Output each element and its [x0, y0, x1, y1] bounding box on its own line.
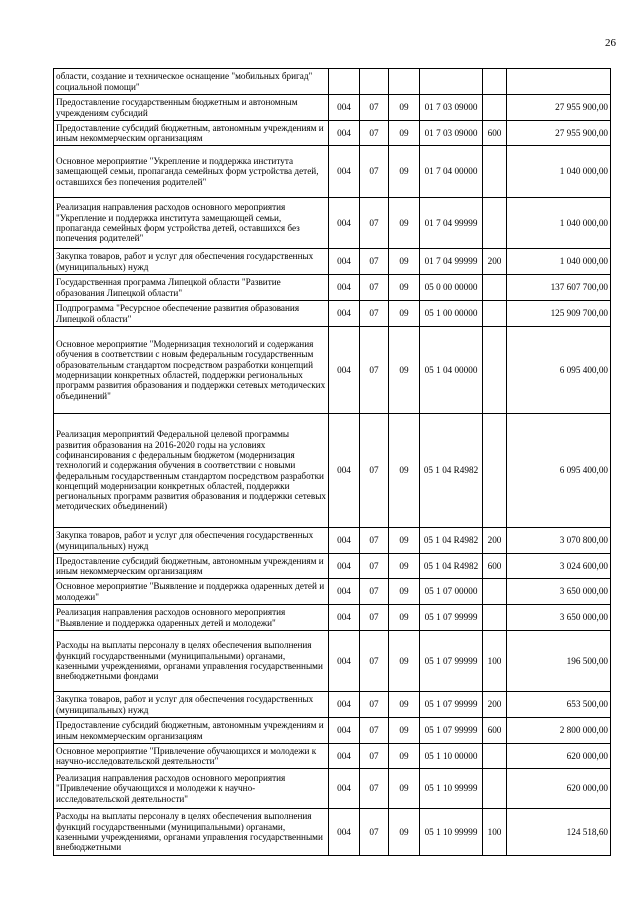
- section-code-cell: 07: [360, 528, 389, 554]
- subsection-code-cell: 09: [389, 146, 420, 198]
- expense-type-cell: [483, 69, 507, 95]
- table-row: [54, 146, 611, 198]
- amount-cell: 3 024 600,00: [507, 554, 611, 579]
- expense-name-cell: Реализация направления расходов основного мероприятия "Укрепление и поддержка института замещающей семьи, пропаганда семейных форм устройства детей, оставшихся без попечения родителей": [54, 198, 329, 249]
- amount-cell: 196 500,00: [507, 631, 611, 692]
- expense-type-cell: [483, 769, 507, 809]
- subsection-code-cell: 09: [389, 554, 420, 579]
- expense-type-cell: [483, 95, 507, 121]
- expense-type-cell: [483, 605, 507, 631]
- expense-type-cell: [483, 744, 507, 769]
- target-article-cell: 01 7 04 99999: [420, 198, 483, 249]
- page-number: 26: [605, 37, 616, 49]
- expense-type-cell: 600: [483, 718, 507, 744]
- amount-cell: [507, 69, 611, 95]
- expense-type-cell: 200: [483, 528, 507, 554]
- expense-name-cell: Предоставление субсидий бюджетным, автономным учреждениям и иным некоммерческим организациям: [54, 718, 329, 744]
- table-row: [54, 69, 611, 95]
- amount-cell: 27 955 900,00: [507, 95, 611, 121]
- amount-cell: 125 909 700,00: [507, 301, 611, 327]
- expense-type-cell: 600: [483, 554, 507, 579]
- expense-name-cell: Предоставление государственным бюджетным и автономным учреждениям субсидий: [54, 95, 329, 121]
- amount-cell: 620 000,00: [507, 744, 611, 769]
- amount-cell: 124 518,60: [507, 809, 611, 856]
- target-article-cell: 01 7 04 00000: [420, 146, 483, 198]
- subsection-code-cell: 09: [389, 327, 420, 414]
- expense-name-cell: Закупка товаров, работ и услуг для обеспечения государственных (муниципальных) нужд: [54, 692, 329, 718]
- section-code-cell: 07: [360, 579, 389, 605]
- expense-name-cell: Расходы на выплаты персоналу в целях обеспечения выполнения функций государственными (муниципальными) органами, казенными учреждениями, органами управления государственными внебюджетными: [54, 809, 329, 856]
- section-code-cell: 07: [360, 327, 389, 414]
- subsection-code-cell: 09: [389, 414, 420, 528]
- subsection-code-cell: 09: [389, 809, 420, 856]
- admin-code-cell: 004: [329, 275, 360, 301]
- target-article-cell: 05 1 10 99999: [420, 769, 483, 809]
- target-article-cell: 05 1 07 99999: [420, 631, 483, 692]
- section-code-cell: 07: [360, 744, 389, 769]
- expense-type-cell: 200: [483, 692, 507, 718]
- admin-code-cell: 004: [329, 95, 360, 121]
- target-article-cell: 05 0 00 00000: [420, 275, 483, 301]
- table-row: [54, 692, 611, 718]
- target-article-cell: [420, 69, 483, 95]
- section-code-cell: 07: [360, 809, 389, 856]
- expense-name-cell: Основное мероприятие "Выявление и поддержка одаренных детей и молодежи": [54, 579, 329, 605]
- amount-cell: 1 040 000,00: [507, 198, 611, 249]
- table-row: [54, 275, 611, 301]
- admin-code-cell: 004: [329, 146, 360, 198]
- subsection-code-cell: 09: [389, 718, 420, 744]
- section-code-cell: 07: [360, 146, 389, 198]
- amount-cell: 6 095 400,00: [507, 327, 611, 414]
- amount-cell: 3 070 800,00: [507, 528, 611, 554]
- budget-table-body: [54, 69, 611, 856]
- expense-type-cell: 100: [483, 631, 507, 692]
- expense-name-cell: Основное мероприятие "Модернизация технологий и содержания обучения в соответствии с новым федеральным государственным образовательным стандартом посредством разработки концепций модернизации конкретных областей, поддержки региональных программ развития образования и поддержки сетевых методических объединений": [54, 327, 329, 414]
- admin-code-cell: 004: [329, 414, 360, 528]
- expense-name-cell: Основное мероприятие "Укрепление и поддержка института замещающей семьи, пропаганда семейных форм устройства детей, оставшихся без попечения родителей": [54, 146, 329, 198]
- expense-type-cell: 200: [483, 249, 507, 275]
- subsection-code-cell: 09: [389, 744, 420, 769]
- expense-type-cell: [483, 301, 507, 327]
- target-article-cell: 05 1 07 99999: [420, 605, 483, 631]
- admin-code-cell: 004: [329, 769, 360, 809]
- admin-code-cell: 004: [329, 249, 360, 275]
- expense-name-cell: Реализация мероприятий Федеральной целевой программы развития образования на 2016-2020 годы на условиях софинансирования с федеральным бюджетом (модернизация технологий и содержания обучения в соответствии с новыми федеральным государственным стандартом посредством разработки концепций модернизации конкретных областей, поддержки региональных программ развития образования и поддержки сетевых методических объединений): [54, 414, 329, 528]
- amount-cell: 2 800 000,00: [507, 718, 611, 744]
- expense-type-cell: [483, 414, 507, 528]
- section-code-cell: 07: [360, 198, 389, 249]
- table-row: [54, 744, 611, 769]
- amount-cell: 137 607 700,00: [507, 275, 611, 301]
- expense-name-cell: Реализация направления расходов основного мероприятия "Привлечение обучающихся и молодежи к научно-исследовательской деятельности": [54, 769, 329, 809]
- expense-type-cell: [483, 327, 507, 414]
- admin-code-cell: 004: [329, 554, 360, 579]
- target-article-cell: 05 1 04 R4982: [420, 554, 483, 579]
- amount-cell: 6 095 400,00: [507, 414, 611, 528]
- subsection-code-cell: [389, 69, 420, 95]
- amount-cell: 3 650 000,00: [507, 605, 611, 631]
- section-code-cell: 07: [360, 631, 389, 692]
- expense-type-cell: [483, 579, 507, 605]
- admin-code-cell: 004: [329, 528, 360, 554]
- admin-code-cell: 004: [329, 327, 360, 414]
- section-code-cell: 07: [360, 692, 389, 718]
- table-row: [54, 95, 611, 121]
- section-code-cell: 07: [360, 414, 389, 528]
- section-code-cell: 07: [360, 95, 389, 121]
- expense-name-cell: Предоставление субсидий бюджетным, автономным учреждениям и иным некоммерческим организациям: [54, 554, 329, 579]
- expense-name-cell: Предоставление субсидий бюджетным, автономным учреждениям и иным некоммерческим организациям: [54, 121, 329, 146]
- target-article-cell: 05 1 10 99999: [420, 809, 483, 856]
- admin-code-cell: 004: [329, 718, 360, 744]
- table-row: [54, 769, 611, 809]
- subsection-code-cell: 09: [389, 301, 420, 327]
- expense-name-cell: Государственная программа Липецкой области "Развитие образования Липецкой области": [54, 275, 329, 301]
- section-code-cell: 07: [360, 275, 389, 301]
- subsection-code-cell: 09: [389, 528, 420, 554]
- section-code-cell: [360, 69, 389, 95]
- admin-code-cell: 004: [329, 605, 360, 631]
- table-row: [54, 249, 611, 275]
- amount-cell: 1 040 000,00: [507, 146, 611, 198]
- admin-code-cell: 004: [329, 301, 360, 327]
- target-article-cell: 05 1 04 00000: [420, 327, 483, 414]
- target-article-cell: 05 1 10 00000: [420, 744, 483, 769]
- subsection-code-cell: 09: [389, 631, 420, 692]
- target-article-cell: 05 1 00 00000: [420, 301, 483, 327]
- target-article-cell: 05 1 04 R4982: [420, 414, 483, 528]
- amount-cell: 653 500,00: [507, 692, 611, 718]
- admin-code-cell: 004: [329, 579, 360, 605]
- amount-cell: 620 000,00: [507, 769, 611, 809]
- expense-type-cell: [483, 198, 507, 249]
- admin-code-cell: 004: [329, 631, 360, 692]
- table-row: [54, 579, 611, 605]
- subsection-code-cell: 09: [389, 692, 420, 718]
- admin-code-cell: 004: [329, 744, 360, 769]
- expense-type-cell: [483, 146, 507, 198]
- table-row: [54, 301, 611, 327]
- expense-name-cell: Реализация направления расходов основного мероприятия "Выявление и поддержка одаренных детей и молодежи": [54, 605, 329, 631]
- subsection-code-cell: 09: [389, 579, 420, 605]
- section-code-cell: 07: [360, 301, 389, 327]
- admin-code-cell: 004: [329, 198, 360, 249]
- amount-cell: 1 040 000,00: [507, 249, 611, 275]
- subsection-code-cell: 09: [389, 275, 420, 301]
- target-article-cell: 05 1 07 99999: [420, 718, 483, 744]
- table-row: [54, 554, 611, 579]
- target-article-cell: 01 7 03 09000: [420, 95, 483, 121]
- table-row: [54, 414, 611, 528]
- admin-code-cell: 004: [329, 121, 360, 146]
- subsection-code-cell: 09: [389, 198, 420, 249]
- table-row: [54, 327, 611, 414]
- subsection-code-cell: 09: [389, 769, 420, 809]
- amount-cell: 27 955 900,00: [507, 121, 611, 146]
- expense-name-cell: Подпрограмма "Ресурсное обеспечение развития образования Липецкой области": [54, 301, 329, 327]
- amount-cell: 3 650 000,00: [507, 579, 611, 605]
- target-article-cell: 01 7 03 09000: [420, 121, 483, 146]
- expense-type-cell: [483, 275, 507, 301]
- table-row: [54, 528, 611, 554]
- admin-code-cell: 004: [329, 692, 360, 718]
- subsection-code-cell: 09: [389, 95, 420, 121]
- table-row: [54, 605, 611, 631]
- section-code-cell: 07: [360, 718, 389, 744]
- target-article-cell: 05 1 07 99999: [420, 692, 483, 718]
- section-code-cell: 07: [360, 554, 389, 579]
- admin-code-cell: 004: [329, 809, 360, 856]
- expense-name-cell: Закупка товаров, работ и услуг для обеспечения государственных (муниципальных) нужд: [54, 249, 329, 275]
- expense-type-cell: 100: [483, 809, 507, 856]
- table-row: [54, 121, 611, 146]
- table-row: [54, 631, 611, 692]
- target-article-cell: 05 1 07 00000: [420, 579, 483, 605]
- table-row: [54, 718, 611, 744]
- expense-name-cell: Основное мероприятие "Привлечение обучающихся и молодежи к научно-исследовательской деятельности": [54, 744, 329, 769]
- section-code-cell: 07: [360, 121, 389, 146]
- table-row: [54, 809, 611, 856]
- expense-name-cell: Расходы на выплаты персоналу в целях обеспечения выполнения функций государственными (муниципальными) органами, казенными учреждениями, органами управления государственными внебюджетными фондами: [54, 631, 329, 692]
- expense-name-cell: области, создание и техническое оснащение "мобильных бригад" социальной помощи": [54, 69, 329, 95]
- expense-name-cell: Закупка товаров, работ и услуг для обеспечения государственных (муниципальных) нужд: [54, 528, 329, 554]
- target-article-cell: 01 7 04 99999: [420, 249, 483, 275]
- budget-table: [53, 68, 611, 856]
- subsection-code-cell: 09: [389, 249, 420, 275]
- subsection-code-cell: 09: [389, 605, 420, 631]
- subsection-code-cell: 09: [389, 121, 420, 146]
- section-code-cell: 07: [360, 605, 389, 631]
- admin-code-cell: [329, 69, 360, 95]
- table-row: [54, 198, 611, 249]
- target-article-cell: 05 1 04 R4982: [420, 528, 483, 554]
- expense-type-cell: 600: [483, 121, 507, 146]
- section-code-cell: 07: [360, 769, 389, 809]
- section-code-cell: 07: [360, 249, 389, 275]
